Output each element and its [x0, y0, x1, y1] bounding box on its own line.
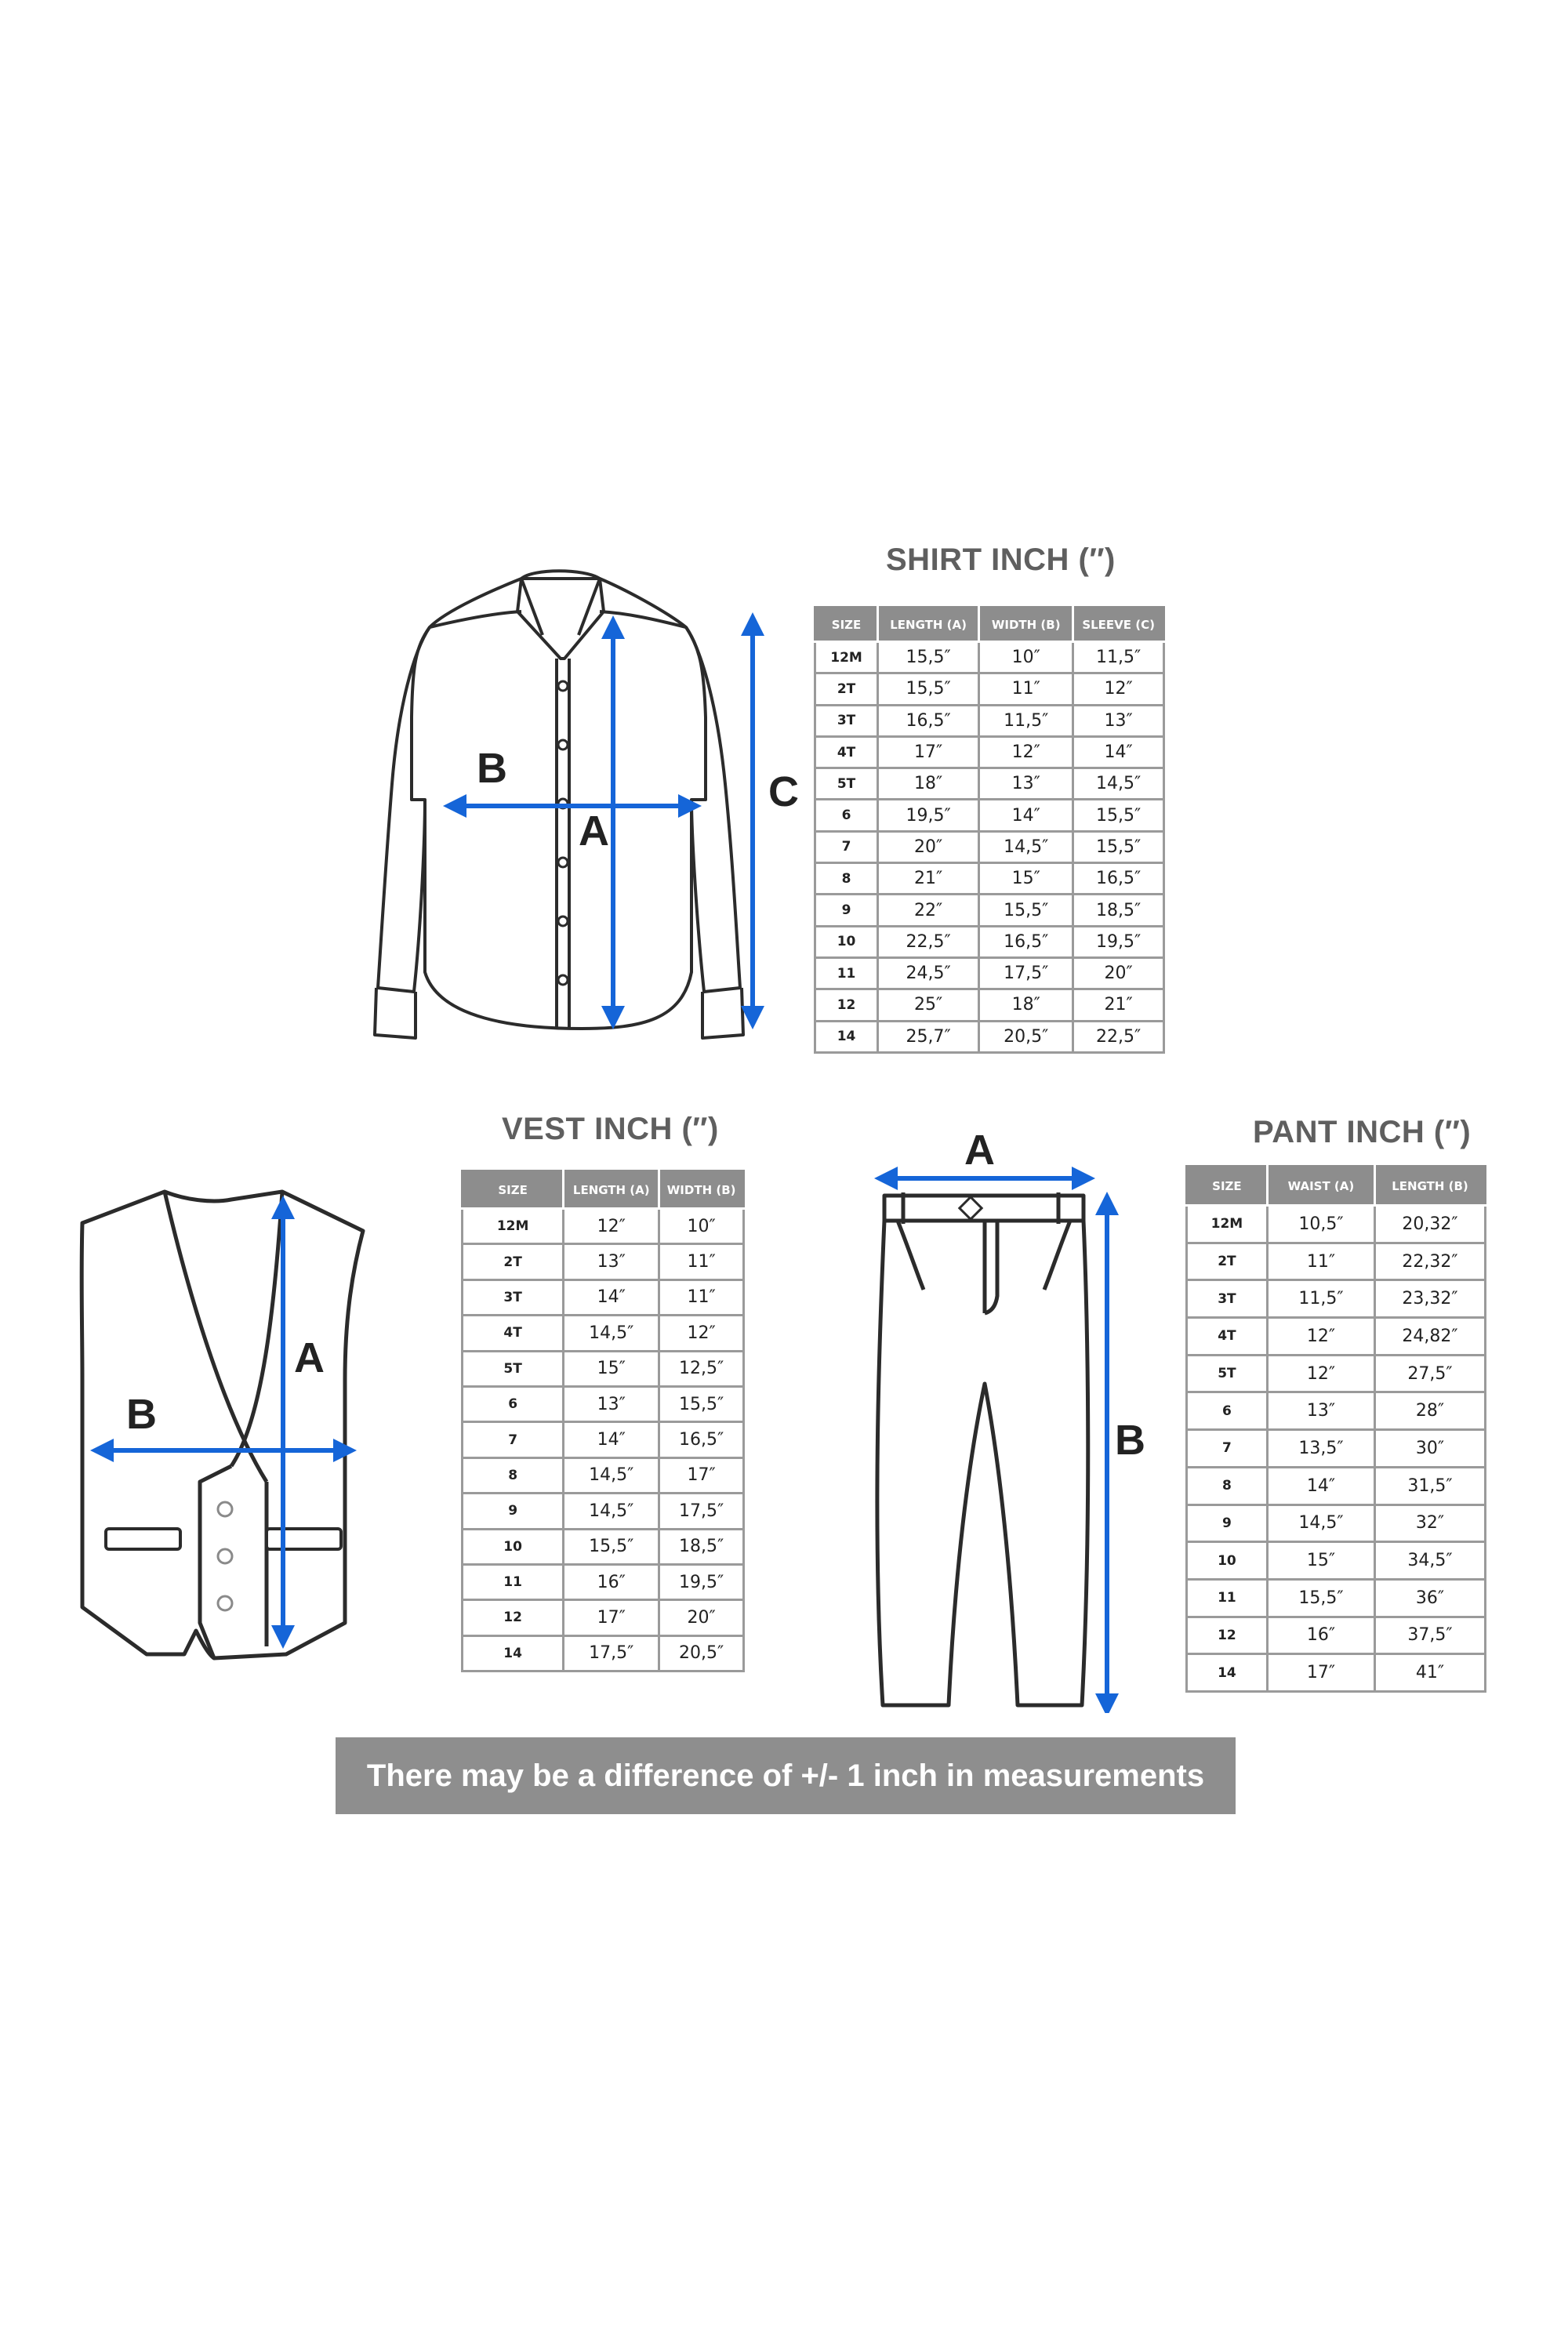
table-row [463, 1244, 744, 1279]
size-cell: 7 [463, 1422, 564, 1457]
table-row [1187, 1504, 1486, 1542]
measurement-cell: 15,5″ [1073, 831, 1164, 862]
measurement-cell: 19,5″ [1073, 926, 1164, 957]
pant-illustration [862, 1133, 1176, 1713]
measurement-cell: 13″ [1073, 705, 1164, 736]
measurement-cell: 11,5″ [1267, 1280, 1374, 1318]
table-row [815, 1021, 1164, 1052]
measurement-cell: 15,5″ [564, 1529, 659, 1564]
measurement-cell: 37,5″ [1375, 1617, 1486, 1654]
pant-label-b: B [1115, 1417, 1145, 1464]
measurement-cell: 34,5″ [1375, 1542, 1486, 1580]
table-row [1187, 1280, 1486, 1318]
measurement-cell: 22,5″ [878, 926, 979, 957]
size-cell: 5T [815, 768, 878, 800]
size-cell: 4T [1187, 1318, 1268, 1356]
table-row [1187, 1392, 1486, 1430]
shirt-size-table [814, 606, 1165, 1054]
size-cell: 14 [815, 1021, 878, 1052]
measurement-cell: 14″ [1267, 1467, 1374, 1504]
table-row [1187, 1318, 1486, 1356]
measurement-cell: 20″ [659, 1600, 744, 1635]
size-cell: 8 [1187, 1467, 1268, 1504]
table-row [815, 831, 1164, 862]
measurement-cell: 20″ [1073, 957, 1164, 989]
measurement-cell: 12″ [564, 1209, 659, 1244]
shirt-drawing [337, 549, 808, 1051]
size-cell: 8 [463, 1457, 564, 1493]
measurement-cell: 16″ [1267, 1617, 1374, 1654]
size-cell: 7 [1187, 1430, 1268, 1468]
measurement-cell: 17″ [1267, 1654, 1374, 1692]
measurement-cell: 12″ [1073, 673, 1164, 705]
table-row [1187, 1243, 1486, 1280]
shirt-title: SHIRT INCH (″) [886, 543, 1116, 577]
measurement-cell: 13″ [1267, 1392, 1374, 1430]
measurement-cell: 24,82″ [1375, 1318, 1486, 1356]
size-cell: 8 [815, 863, 878, 895]
vest-illustration [74, 1184, 372, 1686]
measurement-cell: 15,5″ [878, 642, 979, 673]
measurement-cell: 12″ [659, 1316, 744, 1351]
size-cell: 3T [815, 705, 878, 736]
table-row [815, 895, 1164, 926]
table-row [815, 989, 1164, 1021]
measurement-cell: 14″ [564, 1422, 659, 1457]
size-cell: 12 [463, 1600, 564, 1635]
measurement-cell: 14,5″ [979, 831, 1073, 862]
size-cell: 12 [815, 989, 878, 1021]
measurement-cell: 16,5″ [878, 705, 979, 736]
size-cell: 2T [1187, 1243, 1268, 1280]
table-row [1187, 1206, 1486, 1243]
measurement-cell: 25″ [878, 989, 979, 1021]
measurement-cell: 13″ [564, 1386, 659, 1421]
measurement-cell: 12″ [979, 736, 1073, 768]
measurement-cell: 14″ [564, 1279, 659, 1315]
measurement-cell: 14,5″ [1073, 768, 1164, 800]
measurement-cell: 16,5″ [979, 926, 1073, 957]
measurement-cell: 12″ [1267, 1318, 1374, 1356]
size-cell: 12M [463, 1209, 564, 1244]
table-row [815, 642, 1164, 673]
measurement-cell: 20,32″ [1375, 1206, 1486, 1243]
measurement-cell: 11″ [979, 673, 1073, 705]
size-cell: 9 [815, 895, 878, 926]
measurement-cell: 17,5″ [564, 1635, 659, 1671]
table-row [815, 705, 1164, 736]
measurement-cell: 14″ [979, 800, 1073, 831]
measurement-cell: 20,5″ [979, 1021, 1073, 1052]
table-row [463, 1600, 744, 1635]
measurement-cell: 10,5″ [1267, 1206, 1374, 1243]
table-row [463, 1635, 744, 1671]
vest-header-cell: LENGTH (A) [564, 1171, 659, 1209]
size-cell: 7 [815, 831, 878, 862]
table-row [1187, 1617, 1486, 1654]
measurement-cell: 16″ [564, 1564, 659, 1599]
table-row [1187, 1542, 1486, 1580]
pant-label-a: A [964, 1133, 995, 1174]
measurement-cell: 31,5″ [1375, 1467, 1486, 1504]
table-row [463, 1351, 744, 1386]
table-row [463, 1422, 744, 1457]
vest-title: VEST INCH (″) [502, 1112, 719, 1146]
size-cell: 4T [463, 1316, 564, 1351]
measurement-cell: 36″ [1375, 1579, 1486, 1617]
measurement-cell: 11,5″ [1073, 642, 1164, 673]
vest-drawing [74, 1184, 372, 1686]
measurement-cell: 22,5″ [1073, 1021, 1164, 1052]
measurement-cell: 17″ [659, 1457, 744, 1493]
size-cell: 12M [1187, 1206, 1268, 1243]
measurement-cell: 24,5″ [878, 957, 979, 989]
size-cell: 2T [815, 673, 878, 705]
size-cell: 5T [463, 1351, 564, 1386]
measurement-cell: 19,5″ [878, 800, 979, 831]
pant-title: PANT INCH (″) [1253, 1115, 1472, 1149]
measurement-cell: 18,5″ [659, 1529, 744, 1564]
size-cell: 4T [815, 736, 878, 768]
table-row [815, 926, 1164, 957]
measurement-cell: 16,5″ [659, 1422, 744, 1457]
size-cell: 2T [463, 1244, 564, 1279]
size-cell: 6 [1187, 1392, 1268, 1430]
table-row [463, 1209, 744, 1244]
measurement-cell: 21″ [878, 863, 979, 895]
measurement-cell: 13″ [564, 1244, 659, 1279]
table-row [815, 736, 1164, 768]
measurement-cell: 12,5″ [659, 1351, 744, 1386]
shirt-label-b: B [477, 745, 507, 792]
measurement-cell: 18″ [878, 768, 979, 800]
table-row [815, 957, 1164, 989]
size-cell: 11 [463, 1564, 564, 1599]
measurement-cell: 15″ [564, 1351, 659, 1386]
measurement-cell: 17,5″ [659, 1494, 744, 1529]
measurement-cell: 15″ [979, 863, 1073, 895]
size-cell: 9 [463, 1494, 564, 1529]
size-cell: 12M [815, 642, 878, 673]
measurement-cell: 10″ [659, 1209, 744, 1244]
size-cell: 3T [463, 1279, 564, 1315]
size-cell: 14 [1187, 1654, 1268, 1692]
size-cell: 6 [463, 1386, 564, 1421]
table-row [815, 800, 1164, 831]
measurement-cell: 15,5″ [659, 1386, 744, 1421]
size-cell: 10 [1187, 1542, 1268, 1580]
measurement-cell: 10″ [979, 642, 1073, 673]
shirt-label-a: A [579, 808, 609, 855]
table-row [815, 768, 1164, 800]
pant-drawing [862, 1133, 1176, 1713]
measurement-cell: 21″ [1073, 989, 1164, 1021]
shirt-header-cell: SLEEVE (C) [1073, 608, 1164, 642]
measurement-cell: 17″ [564, 1600, 659, 1635]
measurement-cell: 18,5″ [1073, 895, 1164, 926]
measurement-cell: 13″ [979, 768, 1073, 800]
measurement-cell: 22,32″ [1375, 1243, 1486, 1280]
shirt-header-cell: LENGTH (A) [878, 608, 979, 642]
pant-header-cell: LENGTH (B) [1375, 1167, 1486, 1206]
measurement-cell: 15″ [1267, 1542, 1374, 1580]
measurement-cell: 14,5″ [564, 1494, 659, 1529]
size-cell: 10 [463, 1529, 564, 1564]
table-row [463, 1457, 744, 1493]
measurement-cell: 11″ [1267, 1243, 1374, 1280]
vest-header-cell: SIZE [463, 1171, 564, 1209]
table-row [463, 1279, 744, 1315]
size-cell: 11 [1187, 1579, 1268, 1617]
size-cell: 14 [463, 1635, 564, 1671]
measurement-cell: 32″ [1375, 1504, 1486, 1542]
size-cell: 6 [815, 800, 878, 831]
size-cell: 9 [1187, 1504, 1268, 1542]
shirt-header-cell: WIDTH (B) [979, 608, 1073, 642]
measurement-cell: 15,5″ [979, 895, 1073, 926]
size-cell: 10 [815, 926, 878, 957]
pant-size-table [1185, 1165, 1486, 1693]
measurement-cell: 25,7″ [878, 1021, 979, 1052]
measurement-cell: 16,5″ [1073, 863, 1164, 895]
measurement-cell: 13,5″ [1267, 1430, 1374, 1468]
table-row [463, 1386, 744, 1421]
measurement-cell: 18″ [979, 989, 1073, 1021]
table-row [1187, 1579, 1486, 1617]
pant-header-cell: WAIST (A) [1267, 1167, 1374, 1206]
shirt-label-c: C [768, 768, 799, 815]
table-row [1187, 1355, 1486, 1392]
vest-header-cell: WIDTH (B) [659, 1171, 744, 1209]
size-cell: 5T [1187, 1355, 1268, 1392]
measurement-cell: 15,5″ [878, 673, 979, 705]
measurement-cell: 17″ [878, 736, 979, 768]
measurement-disclaimer: There may be a difference of +/- 1 inch in measurements [336, 1737, 1236, 1814]
measurement-cell: 11″ [659, 1279, 744, 1315]
size-cell: 3T [1187, 1280, 1268, 1318]
measurement-cell: 20″ [878, 831, 979, 862]
measurement-cell: 15,5″ [1267, 1579, 1374, 1617]
vest-label-b: B [126, 1391, 157, 1438]
measurement-cell: 17,5″ [979, 957, 1073, 989]
measurement-cell: 28″ [1375, 1392, 1486, 1430]
measurement-cell: 27,5″ [1375, 1355, 1486, 1392]
size-cell: 11 [815, 957, 878, 989]
measurement-cell: 15,5″ [1073, 800, 1164, 831]
measurement-cell: 20,5″ [659, 1635, 744, 1671]
measurement-cell: 11,5″ [979, 705, 1073, 736]
vest-label-a: A [294, 1334, 325, 1381]
size-cell: 12 [1187, 1617, 1268, 1654]
table-row [1187, 1430, 1486, 1468]
table-row [463, 1564, 744, 1599]
table-row [815, 863, 1164, 895]
measurement-cell: 14″ [1073, 736, 1164, 768]
shirt-header-cell: SIZE [815, 608, 878, 642]
vest-size-table [461, 1170, 745, 1672]
measurement-cell: 41″ [1375, 1654, 1486, 1692]
pant-header-cell: SIZE [1187, 1167, 1268, 1206]
table-row [463, 1494, 744, 1529]
measurement-cell: 30″ [1375, 1430, 1486, 1468]
table-row [815, 673, 1164, 705]
measurement-cell: 19,5″ [659, 1564, 744, 1599]
measurement-cell: 23,32″ [1375, 1280, 1486, 1318]
measurement-cell: 14,5″ [564, 1457, 659, 1493]
table-row [463, 1529, 744, 1564]
measurement-cell: 22″ [878, 895, 979, 926]
table-row [463, 1316, 744, 1351]
table-row [1187, 1467, 1486, 1504]
table-row [1187, 1654, 1486, 1692]
measurement-cell: 14,5″ [564, 1316, 659, 1351]
shirt-illustration [337, 549, 808, 1051]
measurement-cell: 11″ [659, 1244, 744, 1279]
measurement-cell: 12″ [1267, 1355, 1374, 1392]
measurement-cell: 14,5″ [1267, 1504, 1374, 1542]
